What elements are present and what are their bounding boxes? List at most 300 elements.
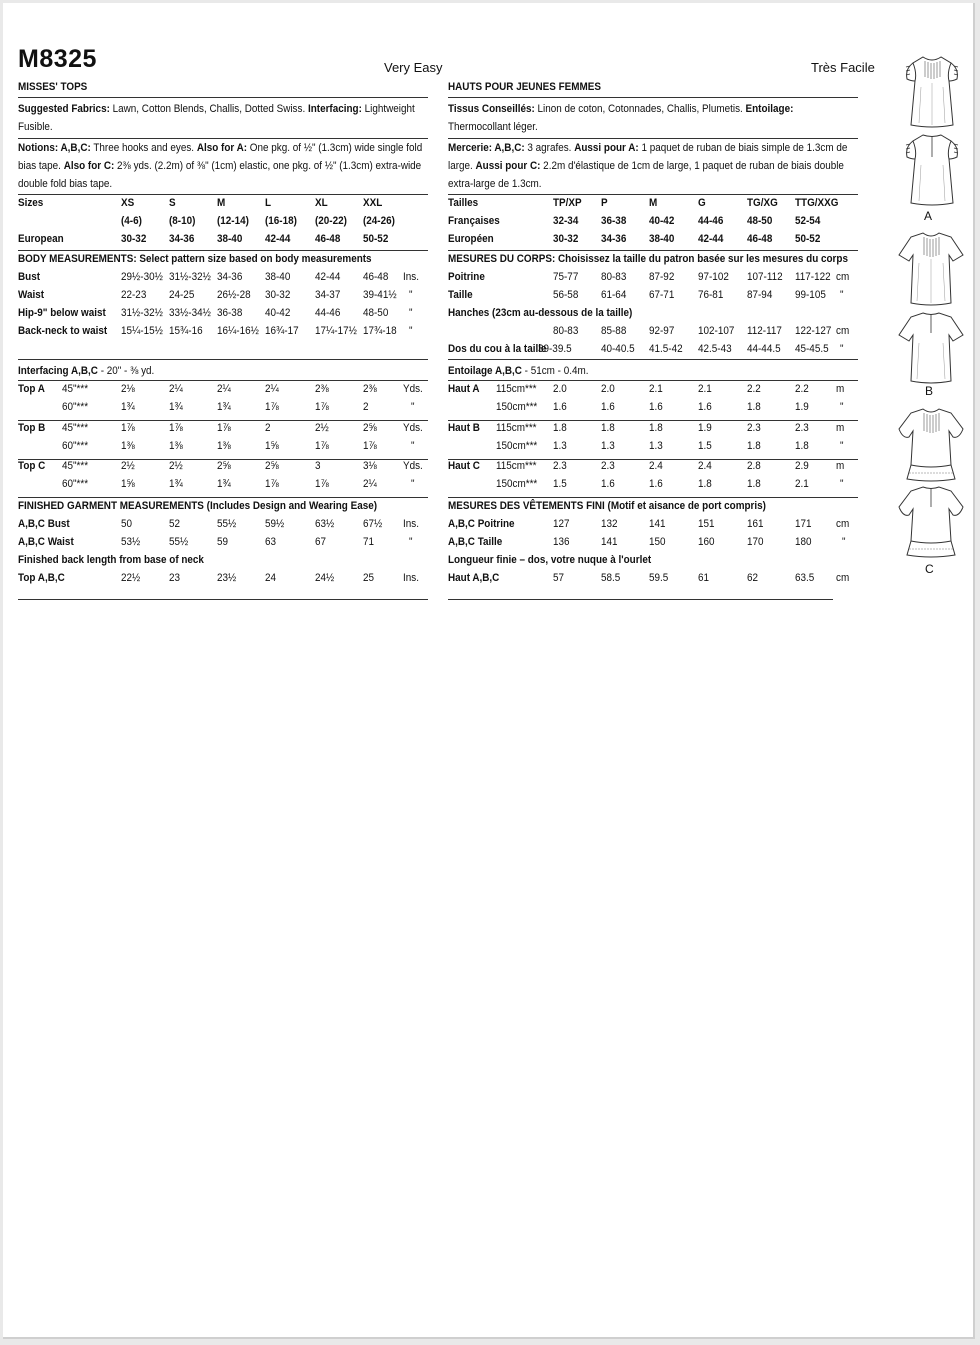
yardage-value: 2.9 — [795, 460, 809, 472]
suggested-fabrics — [18, 100, 428, 136]
finished-row-value: 52 — [169, 518, 181, 530]
fabric-width: 45"*** — [62, 460, 89, 472]
yardage-view-label: Top C — [18, 460, 46, 472]
body-row-value: 40-42 — [265, 307, 291, 319]
finished-row-value: 55½ — [217, 518, 237, 530]
body-row-value: 30-32 — [265, 289, 291, 301]
body-row-value: 61-64 — [601, 289, 627, 301]
yardage-value: 1¾ — [169, 478, 183, 490]
rule — [18, 599, 428, 600]
interfacing-line — [18, 362, 428, 380]
body-row-value: 31½-32½ — [121, 307, 163, 319]
size-header: P — [601, 197, 608, 209]
fabric-width: 150cm*** — [496, 439, 538, 452]
sizes-label: Tailles — [448, 197, 479, 209]
body-heading: MESURES DU CORPS: Choisissez la taille du patron basée sur les mesures du corps — [448, 253, 848, 265]
back-length-label: Top A,B,C — [18, 572, 65, 584]
size-eu: 42-44 — [698, 233, 724, 245]
yardage-unit: " — [411, 478, 415, 490]
hip-unit: cm — [836, 325, 850, 337]
back-length-unit: Ins. — [403, 572, 419, 584]
european-label: Européen — [448, 233, 494, 245]
yardage-value: 2¼ — [217, 383, 231, 395]
yardage-value: 1.8 — [601, 421, 615, 434]
also-c-label: Also for C: — [63, 160, 115, 172]
fabric-width: 60"*** — [62, 439, 89, 452]
body-row-unit: Ins. — [403, 271, 419, 283]
rule — [18, 497, 428, 498]
back-row-value: 44-44.5 — [747, 343, 781, 355]
body-row-value: 99-105 — [795, 289, 826, 301]
finished-row-value: 67½ — [363, 518, 383, 530]
size-eu: 42-44 — [265, 233, 291, 245]
size-fr: 40-42 — [649, 215, 675, 227]
body-row-value: 22-23 — [121, 289, 147, 301]
size-header: L — [265, 197, 272, 209]
size-us: (4-6) — [121, 215, 142, 227]
yardage-value: 2⅛ — [121, 383, 135, 395]
finished-row-value: 63½ — [315, 518, 335, 530]
yardage-value: 2½ — [315, 421, 329, 434]
francaises-label: Françaises — [448, 215, 500, 227]
yardage-value: 2.4 — [698, 460, 712, 472]
yardage-value: 1.3 — [649, 439, 663, 452]
back-row-value: 41.5-42 — [649, 343, 683, 355]
yardage-value: 2.0 — [553, 383, 567, 395]
hip-value: 102-107 — [698, 325, 735, 337]
fabric-width: 150cm*** — [496, 478, 538, 490]
yardage-value: 2.3 — [747, 421, 761, 434]
yardage-view-label: Haut B — [448, 421, 480, 434]
finished-row-value: 127 — [553, 518, 570, 530]
body-row-label: Poitrine — [448, 271, 485, 283]
rule — [448, 599, 833, 600]
size-us: (20-22) — [315, 215, 347, 227]
yardage-value: 1⅞ — [315, 478, 329, 490]
hip-label: Hanches (23cm au-dessous de la taille) — [448, 307, 633, 319]
rule — [18, 194, 428, 195]
back-length-value: 25 — [363, 572, 375, 584]
rule — [448, 97, 858, 98]
yardage-value: 1.8 — [553, 421, 567, 434]
yardage-value: 2.2 — [747, 383, 761, 395]
yardage-value: 2½ — [121, 460, 135, 472]
also-c-label: Aussi pour C: — [475, 160, 541, 172]
sizes-label: Sizes — [18, 197, 44, 209]
body-row-value: 56-58 — [553, 289, 579, 301]
yardage-value: 2⅜ — [363, 383, 377, 395]
yardage-value: 2.3 — [601, 460, 615, 472]
size-eu: 50-52 — [795, 233, 821, 245]
body-row-value: 48-50 — [363, 307, 389, 319]
size-header: M — [649, 197, 658, 209]
view-b-back-sketch — [897, 309, 965, 390]
size-header: TG/XG — [747, 197, 778, 209]
back-row-value: 40-40.5 — [601, 343, 635, 355]
yardage-value: 1.5 — [698, 439, 712, 452]
size-eu: 38-40 — [217, 233, 243, 245]
fabric-width: 115cm*** — [496, 383, 537, 395]
hip-value: 122-127 — [795, 325, 832, 337]
yardage-value: 2¼ — [363, 478, 377, 490]
fabrics-text: Linon de coton, Cotonnades, Challis, Plumetis. — [534, 103, 746, 115]
size-eu: 34-36 — [169, 233, 195, 245]
body-row-value: 42-44 — [315, 271, 341, 283]
body-row-value: 29½-30½ — [121, 271, 163, 283]
back-length-value: 58.5 — [601, 572, 621, 584]
yardage-value: 1.3 — [553, 439, 567, 452]
yardage-value: 1¾ — [169, 401, 183, 413]
yardage-unit: m — [836, 383, 845, 395]
finished-row-value: 55½ — [169, 536, 189, 548]
yardage-view-label: Haut C — [448, 460, 480, 472]
body-row-value: 31½-32½ — [169, 271, 211, 283]
rule — [448, 359, 858, 360]
yardage-value: 1.8 — [649, 421, 663, 434]
body-row-value: 36-38 — [217, 307, 243, 319]
finished-row-value: 59 — [217, 536, 229, 548]
fabrics-label: Suggested Fabrics: — [18, 103, 110, 115]
yardage-value: 1¾ — [217, 478, 231, 490]
finished-row-value: 160 — [698, 536, 715, 548]
size-header: TTG/XXG — [795, 197, 839, 209]
yardage-value: 1¾ — [121, 401, 135, 413]
fabrics-text: Lawn, Cotton Blends, Challis, Dotted Swiss. — [109, 103, 308, 115]
size-eu: 46-48 — [747, 233, 773, 245]
back-length-value: 57 — [553, 572, 565, 584]
back-length-value: 62 — [747, 572, 759, 584]
yardage-value: 1¾ — [217, 401, 231, 413]
body-row-label: Taille — [448, 289, 473, 301]
back-row-value: 45-45.5 — [795, 343, 829, 355]
finished-row-label: A,B,C Bust — [18, 518, 70, 530]
body-row-value: 34-37 — [315, 289, 341, 301]
yardage-value: 1.8 — [795, 439, 809, 452]
body-row-value: 26½-28 — [217, 289, 251, 301]
view-c-back-sketch — [897, 483, 965, 564]
yardage-value: 2⅝ — [363, 421, 377, 434]
finished-row-unit: " — [842, 536, 846, 548]
body-row-value: 44-46 — [315, 307, 341, 319]
yardage-unit: " — [411, 401, 415, 413]
yardage-value: 1.6 — [601, 401, 615, 413]
yardage-unit: m — [836, 460, 845, 472]
finished-row-value: 59½ — [265, 518, 285, 530]
yardage-value: 1.6 — [601, 478, 615, 490]
yardage-value: 2.0 — [601, 383, 615, 395]
interfacing-heading: Entoilage A,B,C — [448, 365, 522, 377]
body-row-value: 33½-34½ — [169, 307, 211, 319]
back-row-label: Dos du cou à la taille — [448, 343, 547, 355]
size-us: (12-14) — [217, 215, 249, 227]
yardage-value: 1.8 — [698, 478, 712, 490]
body-heading: BODY MEASUREMENTS: Select pattern size based on body measurements — [18, 253, 372, 265]
yardage-value: 2.3 — [795, 421, 809, 434]
yardage-value: 1⅞ — [265, 401, 279, 413]
rule — [18, 97, 428, 98]
hip-value: 85-88 — [601, 325, 627, 337]
finished-row-value: 141 — [601, 536, 618, 548]
back-length-value: 22½ — [121, 572, 141, 584]
section-title: HAUTS POUR JEUNES FEMMES — [448, 81, 601, 93]
section-title: MISSES' TOPS — [18, 81, 88, 93]
size-eu: 38-40 — [649, 233, 675, 245]
pattern-back-page — [3, 3, 975, 1339]
back-length-unit: cm — [836, 572, 850, 584]
finished-row-value: 141 — [649, 518, 666, 530]
yardage-value: 3⅛ — [363, 460, 377, 472]
yardage-view-label: Haut A — [448, 383, 480, 395]
size-us: (8-10) — [169, 215, 196, 227]
yardage-value: 3 — [315, 460, 321, 472]
yardage-value: 2¼ — [265, 383, 279, 395]
yardage-value: 1.6 — [698, 401, 712, 413]
yardage-value: 1.5 — [553, 478, 567, 490]
fabrics-label: Tissus Conseillés: — [448, 103, 535, 115]
yardage-value: 1.8 — [747, 478, 761, 490]
yardage-value: 2.2 — [795, 383, 809, 395]
finished-row-unit: cm — [836, 518, 850, 530]
yardage-value: 1⅞ — [265, 478, 279, 490]
body-row-value: 24-25 — [169, 289, 195, 301]
yardage-value: 1.8 — [747, 401, 761, 413]
yardage-value: 1⅞ — [121, 421, 135, 434]
body-row-label: Bust — [18, 271, 41, 283]
back-length-value: 61 — [698, 572, 710, 584]
size-us: (24-26) — [363, 215, 395, 227]
body-row-value: 38-40 — [265, 271, 291, 283]
finished-row-value: 161 — [747, 518, 764, 530]
finished-row-label: A,B,C Taille — [448, 536, 503, 548]
body-row-label: Waist — [18, 289, 45, 301]
finished-row-value: 63 — [265, 536, 277, 548]
fabric-width: 115cm*** — [496, 421, 537, 434]
also-c-text: 2.2m d'élastique de 1cm de large, 1 paquet de ruban de biais double extra-large de 1.3cm. — [448, 160, 844, 190]
notions — [448, 139, 858, 193]
finished-row-value: 170 — [747, 536, 764, 548]
body-row-value: 97-102 — [698, 271, 729, 283]
yardage-unit: m — [836, 421, 845, 434]
size-header: XXL — [363, 197, 383, 209]
yardage-value: 2⅜ — [315, 383, 329, 395]
yardage-value: 1.9 — [698, 421, 712, 434]
interfacing-line — [448, 362, 858, 380]
rule — [448, 250, 858, 251]
back-length-value: 59.5 — [649, 572, 669, 584]
back-length-value: 63.5 — [795, 572, 815, 584]
back-length-value: 24½ — [315, 572, 335, 584]
finished-row-value: 53½ — [121, 536, 141, 548]
body-row-label: Hip-9" below waist — [18, 307, 106, 319]
yardage-value: 2 — [265, 421, 271, 434]
view-a-front-sketch — [901, 53, 963, 134]
size-fr: 32-34 — [553, 215, 579, 227]
yardage-value: 1⅝ — [121, 478, 135, 490]
also-c-text: 2⅜ yds. (2.2m) of ⅜" (1cm) elastic, one pkg. of ½" (1.3cm) extra-wide double fold bias tape. — [18, 160, 422, 190]
yardage-value: 1⅞ — [217, 421, 231, 434]
body-row-value: 117-122 — [795, 271, 831, 283]
yardage-value: 1⅝ — [265, 439, 279, 452]
size-header: G — [698, 197, 706, 209]
rule — [448, 497, 858, 498]
yardage-value: 2½ — [169, 460, 183, 472]
finished-row-unit: Ins. — [403, 518, 419, 530]
body-row-value: 67-71 — [649, 289, 675, 301]
view-b-front-sketch — [897, 229, 965, 312]
view-a-back-sketch — [901, 131, 963, 212]
size-header: TP/XP — [553, 197, 582, 209]
finished-row-value: 180 — [795, 536, 812, 548]
yardage-value: 1.9 — [795, 401, 809, 413]
suggested-fabrics — [448, 100, 858, 136]
yardage-value: 1.6 — [553, 401, 567, 413]
yardage-value: 1⅞ — [315, 439, 329, 452]
yardage-value: 1⅜ — [217, 439, 231, 452]
body-row-value: 87-92 — [649, 271, 675, 283]
finished-row-value: 67 — [315, 536, 327, 548]
body-row-value: 15¼-15½ — [121, 325, 163, 337]
rule — [448, 194, 858, 195]
view-b-label: B — [925, 384, 934, 398]
finished-row-value: 71 — [363, 536, 375, 548]
finished-row-label: A,B,C Waist — [18, 536, 74, 548]
size-fr: 36-38 — [601, 215, 627, 227]
interfacing-amount: - 20" - ⅜ yd. — [97, 365, 155, 377]
finished-heading: MESURES DES VÊTEMENTS FINI (Motif et aisance de port compris) — [448, 500, 766, 512]
body-row-value: 16¾-17 — [265, 325, 299, 337]
view-c-label: C — [925, 562, 934, 576]
body-row-unit: " — [409, 307, 413, 319]
yardage-value: 1.3 — [601, 439, 615, 452]
finished-row-label: A,B,C Poitrine — [448, 518, 515, 530]
size-header: XL — [315, 197, 328, 209]
rule — [18, 250, 428, 251]
body-row-unit: " — [409, 325, 413, 337]
back-row-value: 42.5-43 — [698, 343, 732, 355]
yardage-value: 2.1 — [649, 383, 663, 395]
yardage-value: 2.8 — [747, 460, 761, 472]
size-fr: 48-50 — [747, 215, 773, 227]
finished-row-value: 132 — [601, 518, 618, 530]
interfacing-text: Thermocollant léger. — [448, 121, 538, 133]
body-row-value: 17¾-18 — [363, 325, 397, 337]
also-a-label: Aussi pour A: — [574, 142, 639, 154]
finished-row-unit: " — [409, 536, 413, 548]
yardage-value: 2⅝ — [265, 460, 279, 472]
yardage-unit: " — [840, 401, 844, 413]
yardage-value: 1⅜ — [169, 439, 183, 452]
fabric-width: 45"*** — [62, 383, 89, 395]
body-row-unit: " — [409, 289, 413, 301]
fabric-width: 45"*** — [62, 421, 89, 434]
yardage-view-label: Top B — [18, 421, 46, 434]
size-fr: 44-46 — [698, 215, 724, 227]
body-row-value: 15¾-16 — [169, 325, 203, 337]
interfacing-heading: Interfacing A,B,C — [18, 365, 98, 377]
back-length-label: Haut A,B,C — [448, 572, 500, 584]
body-row-value: 17¼-17½ — [315, 325, 357, 337]
fabric-width: 150cm*** — [496, 401, 538, 413]
fabric-width: 115cm*** — [496, 460, 537, 472]
interfacing-text: Lightweight Fusible. — [18, 103, 415, 133]
fabric-width: 60"*** — [62, 401, 89, 413]
finished-row-value: 150 — [649, 536, 666, 548]
body-row-unit: " — [840, 289, 844, 301]
yardage-value: 2¼ — [169, 383, 183, 395]
yardage-unit: " — [411, 439, 415, 452]
also-a-text: One pkg. of ½" (1.3cm) wide single fold bias tape. — [18, 142, 423, 172]
body-row-value: 107-112 — [747, 271, 783, 283]
body-row-value: 80-83 — [601, 271, 627, 283]
yardage-unit: " — [840, 478, 844, 490]
fabric-width: 60"*** — [62, 478, 89, 490]
size-eu: 50-52 — [363, 233, 389, 245]
yardage-unit: " — [840, 439, 844, 452]
size-eu: 30-32 — [553, 233, 579, 245]
body-row-value: 76-81 — [698, 289, 724, 301]
notions-label: Mercerie: A,B,C: — [448, 142, 525, 154]
rule — [18, 359, 428, 360]
yardage-value: 1⅞ — [315, 401, 329, 413]
size-eu: 46-48 — [315, 233, 341, 245]
notions-text: Three hooks and eyes. — [90, 142, 197, 154]
back-length-heading: Finished back length from base of neck — [18, 554, 204, 566]
yardage-view-label: Top A — [18, 383, 45, 395]
yardage-value: 2.1 — [795, 478, 809, 490]
size-header: S — [169, 197, 176, 209]
yardage-value: 1.6 — [649, 478, 663, 490]
back-length-value: 23½ — [217, 572, 237, 584]
hip-value: 92-97 — [649, 325, 675, 337]
also-a-text: 1 paquet de ruban de biais simple de 1.3cm de large. — [448, 142, 848, 172]
interfacing-label: Entoilage: — [745, 103, 794, 115]
yardage-value: 1⅞ — [169, 421, 183, 434]
back-row-value: 39-39.5 — [538, 343, 572, 355]
size-header: XS — [121, 197, 135, 209]
size-eu: 34-36 — [601, 233, 627, 245]
body-row-value: 16¼-16½ — [217, 325, 259, 337]
notions-text: 3 agrafes. — [524, 142, 575, 154]
interfacing-amount: - 51cm - 0.4m. — [521, 365, 589, 377]
yardage-value: 2.3 — [553, 460, 567, 472]
finished-heading: FINISHED GARMENT MEASUREMENTS (Includes Design and Wearing Ease) — [18, 500, 378, 512]
body-row-value: 34-36 — [217, 271, 243, 283]
hip-value: 112-117 — [747, 325, 782, 337]
pattern-number: M8325 — [18, 45, 97, 73]
also-a-label: Also for A: — [196, 142, 248, 154]
hip-value: 80-83 — [553, 325, 579, 337]
yardage-unit: Yds. — [403, 460, 423, 472]
interfacing-label: Interfacing: — [307, 103, 362, 115]
yardage-value: 2⅝ — [217, 460, 231, 472]
yardage-unit: Yds. — [403, 421, 423, 434]
finished-row-value: 50 — [121, 518, 133, 530]
back-length-value: 23 — [169, 572, 181, 584]
yardage-value: 2.1 — [698, 383, 712, 395]
rule — [18, 380, 428, 381]
rule — [448, 380, 858, 381]
back-length-value: 24 — [265, 572, 277, 584]
size-header: M — [217, 197, 226, 209]
yardage-unit: Yds. — [403, 383, 423, 395]
body-row-value: 87-94 — [747, 289, 773, 301]
yardage-value: 1.6 — [649, 401, 663, 413]
back-row-unit: " — [840, 343, 844, 355]
size-eu: 30-32 — [121, 233, 147, 245]
difficulty-fr: Très Facile — [811, 60, 875, 75]
difficulty-en: Very Easy — [384, 60, 443, 75]
view-a-label: A — [924, 209, 933, 223]
